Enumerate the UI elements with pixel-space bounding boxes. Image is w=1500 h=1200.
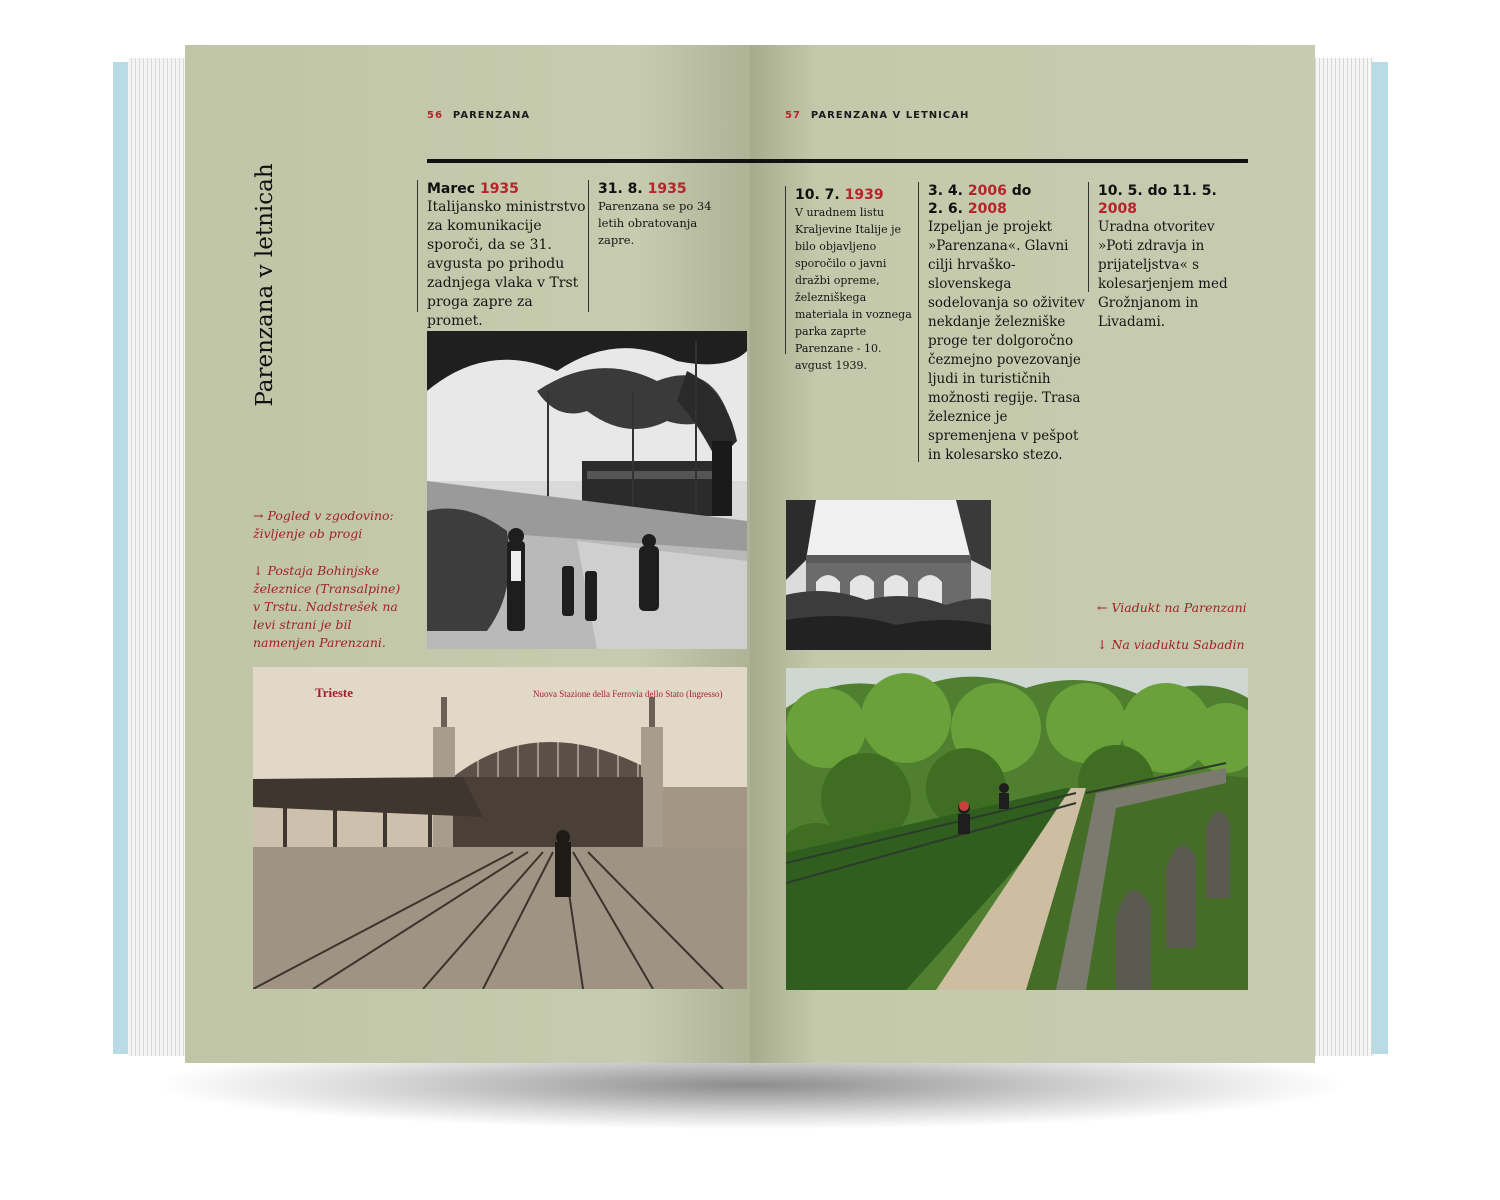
timeline-entry-10-7-1939 <box>785 186 915 372</box>
chapter-title-vertical: Parenzana v letnicah <box>252 163 278 407</box>
viaduct-cyclists-photo <box>786 668 1248 990</box>
postcard-caption: Nuova Stazione della Ferrovia dello Stato (Ingresso) <box>533 689 723 699</box>
right-page-number: 57 <box>785 110 801 121</box>
page-block-right <box>1312 58 1374 1056</box>
timeline-entry-31-8-1935 <box>588 180 748 312</box>
right-top-rule <box>750 159 1248 163</box>
page-block-left <box>128 58 188 1056</box>
caption-trieste-station: ↓ Postaja Bohinjske železnice (Transalpine) v Trstu. Nadstrešek na levi strani je bil namenjen Parenzani. <box>253 563 401 650</box>
entry-date: 10. 5. do 11. 5. 2008 <box>1098 183 1217 217</box>
caption-history: → Pogled v zgodovino: življenje ob progi <box>253 508 394 541</box>
left-running-title: PARENZANA <box>452 110 531 121</box>
entry-date: 3. 4. 2006 do <box>928 183 1032 199</box>
postcard-city: Trieste <box>315 685 354 700</box>
left-running-head <box>427 110 530 121</box>
right-running-title: PARENZANA V LETNICAH <box>810 110 970 121</box>
entry-text: V uradnem listu Kraljevine Italije je bilo objavljeno sporočilo o javni dražbi opreme, železniškega materiala in voznega parka zaprte Parenzane - 10. avgust 1939. <box>795 206 912 372</box>
steam-train-photo <box>427 331 747 649</box>
entry-date: Marec 1935 <box>427 181 519 197</box>
cover-edge-right <box>1372 62 1388 1054</box>
right-running-head <box>785 110 969 121</box>
entry-date: 31. 8. 1935 <box>598 181 687 197</box>
left-top-rule <box>427 159 750 163</box>
trieste-station-postcard <box>253 667 747 989</box>
caption-sabadin-viaduct: ↓ Na viaduktu Sabadin <box>1097 637 1245 652</box>
left-page-number: 56 <box>427 110 443 121</box>
viaduct-bw-photo <box>786 500 991 650</box>
entry-date: 10. 7. 1939 <box>795 187 884 203</box>
caption-viaduct: ← Viadukt na Parenzani <box>1097 600 1247 615</box>
entry-text: Uradna otvoritev »Poti zdravja in prijateljstva« s kolesarjenjem med Grožnjanom in Livadami. <box>1098 219 1228 330</box>
timeline-entry-march-1935 <box>417 180 587 329</box>
timeline-entry-2006-2008 <box>918 182 1088 462</box>
entry-text: Italijansko ministrstvo za komunikacije sporoči, da se 31. avgusta po prihodu zadnjega vlaka v Trst proga zapre za promet. <box>427 199 586 329</box>
timeline-entry-2008-opening <box>1088 182 1248 330</box>
entry-date-end: 2. 6. 2008 <box>928 201 1007 217</box>
entry-text: Parenzana se po 34 letih obratovanja zapre. <box>598 199 712 247</box>
entry-text: Izpeljan je projekt »Parenzana«. Glavni cilji hrvaško-slovenskega sodelovanja so oživitev nekdanje železniške proge ter dolgoročno čezmejno povezovanje ljudi in turističnih možnosti regije. Trasa železnice je spremenjena v pešpot in kolesarsko stezo. <box>928 219 1085 463</box>
cover-edge-left <box>113 62 129 1054</box>
